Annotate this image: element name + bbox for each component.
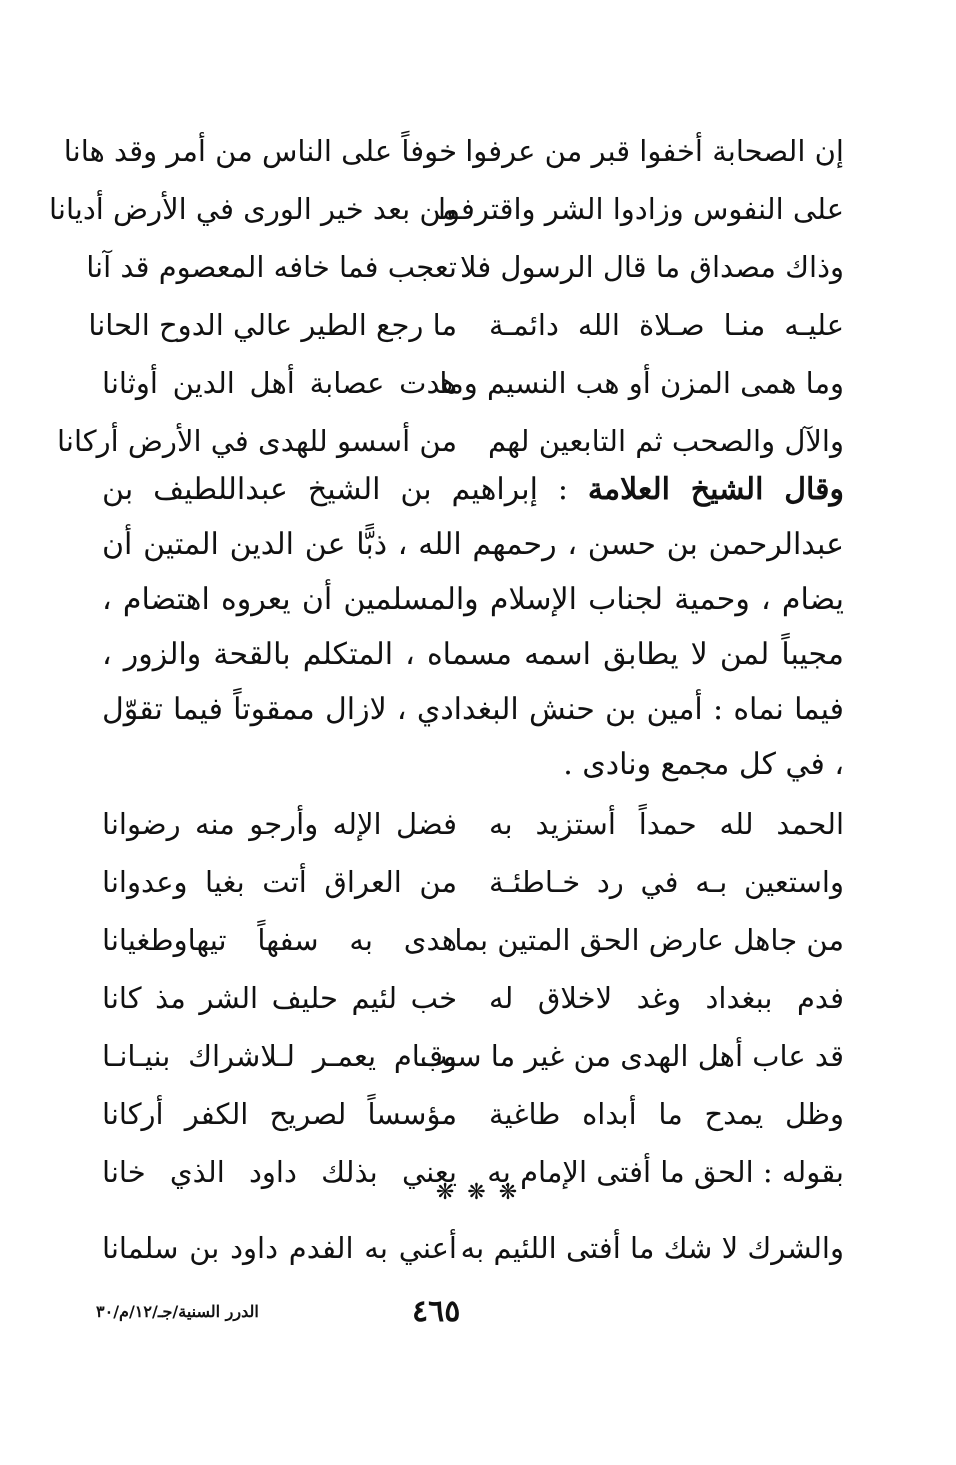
poem-first-hemistich: واستعين بـه في رد خـاطئـة	[489, 865, 844, 899]
poem-first-hemistich: والشرك لا شك ما أفتى اللئيم به	[460, 1231, 844, 1265]
poem-line	[102, 1027, 844, 1085]
poem-first-hemistich: والآل والصحب ثم التابعين لهم	[487, 424, 844, 458]
poem-first-hemistich: من جاهل عارض الحق المتين بما	[454, 923, 844, 957]
page-number: ٤٦٥	[412, 1294, 461, 1329]
poem-second-hemistich: تعجب فما خافه المعصوم قد آنا	[86, 250, 457, 284]
poem-line	[102, 795, 844, 853]
poem-second-hemistich: هدت عصابة أهل الدين أوثانا	[102, 366, 457, 400]
poem-block-3	[102, 1219, 844, 1277]
poem-first-hemistich: عليـه منـا صـلاة الله دائمـة	[489, 308, 844, 342]
poem-first-hemistich: فدم ببغداد وغد لاخلاق له	[489, 981, 844, 1015]
poem-line	[86, 238, 844, 296]
poem-first-hemistich: وذاك مصداق ما قال الرسول فلا	[460, 250, 844, 284]
poem-line	[63, 122, 844, 180]
poem-second-hemistich: مؤسساً لصريح الكفر أركانا	[102, 1097, 457, 1131]
poem-second-hemistich: أعني به الفدم داود بن سلمانا	[102, 1231, 457, 1265]
poem-first-hemistich: وما همى المزن أو هب النسيم وما	[439, 366, 844, 400]
poem-line	[102, 354, 844, 412]
section-separator: ❋ ❋ ❋	[435, 1180, 521, 1205]
poem-line	[102, 1085, 844, 1143]
poem-first-hemistich: إن الصحابة أخفوا قبر من عرفوا	[465, 134, 844, 168]
poem-second-hemistich: خوفاً على الناس من أمر وقد هانا	[63, 134, 457, 168]
poem-second-hemistich: ما رجع الطير عالي الدوح الحانا	[88, 308, 457, 342]
poem-block-2	[102, 795, 844, 1201]
poem-line	[49, 180, 844, 238]
poem-second-hemistich: هدى به سفهاً تيهاوطغيانا	[102, 923, 457, 957]
poem-second-hemistich: فضل الإله وأرجو منه رضوانا	[102, 807, 457, 841]
prose-body: : إبراهيم بن الشيخ عبداللطيف بن عبدالرحمن بن حسن ، رحمهم الله ، ذبًّا عن الدين المتين أن يضام ، وحمية لجناب الإسلام والمسلمين أن يعروه اهتضام ، مجيباً لمن لا يطابق اسمه مسماه ، المتكلم بالقحة والزور ، فيما نماه : أمين بن حنش البغدادي ، لازال ممقوتاً فيما تقوّل ، في كل مجمع ونادى .	[102, 472, 844, 782]
poem-block-1	[49, 122, 844, 470]
poem-second-hemistich: من بعد خير الورى في الأرض أديانا	[49, 192, 457, 226]
poem-line	[88, 296, 844, 354]
poem-second-hemistich: وقـام يعمـر لـلاشراك بنيـانـا	[102, 1039, 457, 1073]
poem-line	[102, 911, 844, 969]
poem-first-hemistich: وظل يمدح ما أبداه طاغية	[489, 1097, 844, 1131]
poem-second-hemistich: خب لئيم حليف الشر مذ كانا	[102, 981, 457, 1015]
poem-first-hemistich: بقوله : الحق ما أفتى الإمام به	[487, 1155, 844, 1189]
prose-lead: وقال الشيخ العلامة	[587, 472, 845, 507]
poem-second-hemistich: من العراق أتت بغيا وعدوانا	[102, 865, 457, 899]
poem-first-hemistich: الحمد لله حمداً أستزيد به	[489, 807, 844, 841]
poem-line	[102, 1219, 844, 1277]
prose-paragraph	[102, 462, 844, 792]
poem-second-hemistich: يعني بذلك داود الذي خانا	[102, 1155, 457, 1189]
poem-line	[102, 969, 844, 1027]
poem-first-hemistich: على النفوس وزادوا الشر واقترفوا	[437, 192, 844, 226]
footer-reference: الدرر السنية/جـ/١٢/م/٣٠	[96, 1302, 259, 1321]
poem-first-hemistich: قد عاب أهل الهدى من غير ما سبب	[420, 1039, 844, 1073]
poem-second-hemistich: من أسسو للهدى في الأرض أركانا	[57, 424, 457, 458]
poem-line	[102, 853, 844, 911]
